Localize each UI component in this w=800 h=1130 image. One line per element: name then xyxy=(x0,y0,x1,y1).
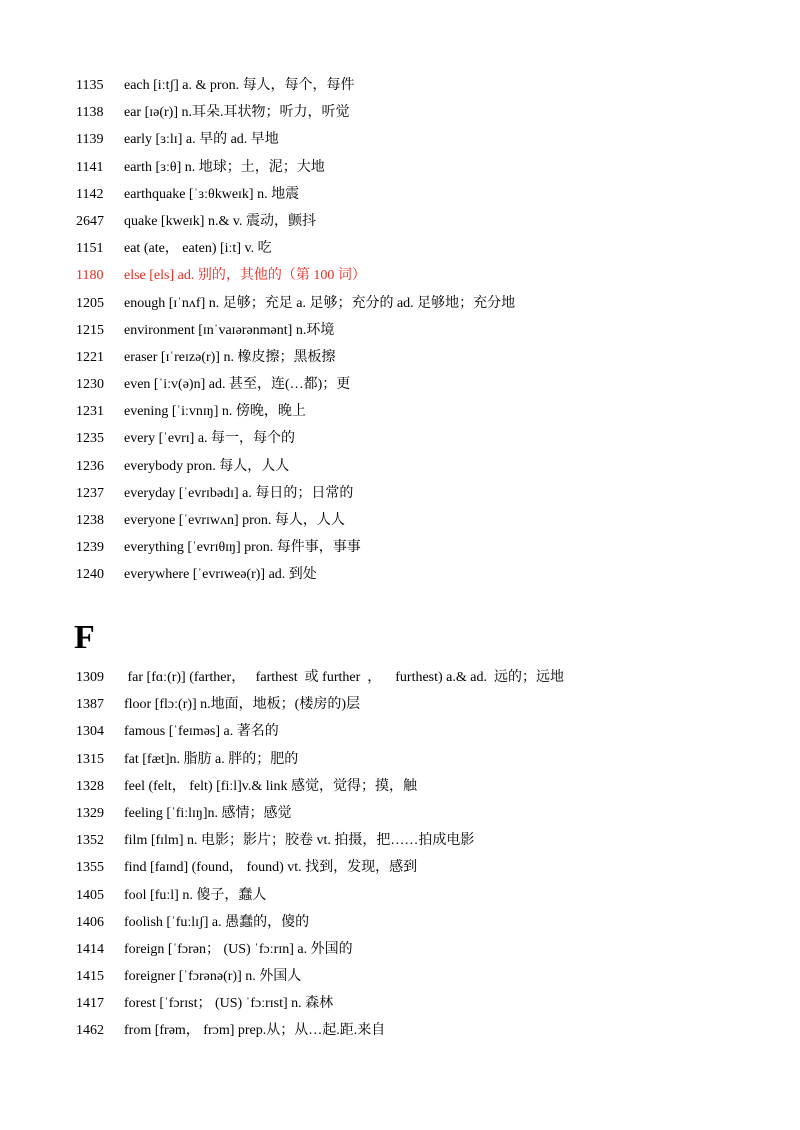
vocabulary-list-f xyxy=(76,668,776,1049)
vocab-entry xyxy=(76,239,776,266)
vocab-entry xyxy=(76,348,776,375)
vocab-entry xyxy=(76,130,776,157)
vocab-entry xyxy=(76,321,776,348)
entry-number: 1239 xyxy=(76,540,104,556)
entry-text: find [faɪnd] (found， found) vt. 找到，发现，感到 xyxy=(124,860,418,876)
entry-number: 1352 xyxy=(76,833,104,849)
entry-number: 1135 xyxy=(76,78,104,93)
entry-number: 1151 xyxy=(76,241,104,257)
entry-text: far [fɑː(r)] (farther， farthest 或 further ， furthest) a.& ad. 远的；远地 xyxy=(124,670,565,685)
entry-number: 1215 xyxy=(76,322,104,338)
entry-text: environment [ɪnˈvaɪərənmənt] n.环境 xyxy=(124,322,335,338)
vocab-entry xyxy=(76,294,776,321)
entry-number: 1236 xyxy=(76,458,104,474)
entry-number: 1230 xyxy=(76,377,104,393)
entry-number: 1315 xyxy=(76,751,104,767)
vocab-entry xyxy=(76,565,776,592)
entry-number: 1304 xyxy=(76,724,104,740)
entry-text: everything [ˈevrɪθɪŋ] pron. 每件事，事事 xyxy=(124,540,361,556)
entry-number: 1141 xyxy=(76,159,104,175)
vocab-entry xyxy=(76,886,776,913)
vocab-entry xyxy=(76,777,776,804)
vocab-entry xyxy=(76,722,776,749)
vocab-entry xyxy=(76,831,776,858)
entry-number: 1414 xyxy=(76,941,104,957)
vocab-entry xyxy=(76,429,776,456)
entry-number: 1309 xyxy=(76,670,104,685)
entry-text: from [frəm， frɔm] prep.从；从…起.距.来自 xyxy=(124,1023,386,1039)
entry-number: 1142 xyxy=(76,186,104,202)
entry-number: 1405 xyxy=(76,887,104,903)
entry-text: floor [flɔː(r)] n.地面，地板；(楼房的)层 xyxy=(124,697,361,713)
entry-text: early [ɜːlɪ] a. 早的 ad. 早地 xyxy=(124,132,279,148)
entry-number: 1235 xyxy=(76,431,104,447)
vocab-entry xyxy=(76,940,776,967)
entry-text: foolish [ˈfuːlɪʃ] a. 愚蠢的，傻的 xyxy=(124,914,310,930)
entry-number: 1406 xyxy=(76,914,104,930)
vocab-entry xyxy=(76,967,776,994)
entry-number: 1329 xyxy=(76,805,104,821)
vocab-entry xyxy=(76,511,776,538)
entry-text: foreigner [ˈfɔrənə(r)] n. 外国人 xyxy=(124,969,302,985)
entry-number: 1240 xyxy=(76,567,104,583)
entry-number: 1415 xyxy=(76,969,104,985)
vocab-entry-highlighted xyxy=(76,266,776,293)
entry-text: every [ˈevrɪ] a. 每一，每个的 xyxy=(124,431,296,447)
entry-number: 1237 xyxy=(76,485,104,501)
vocab-entry xyxy=(76,103,776,130)
entry-number: 1221 xyxy=(76,349,104,365)
entry-text: feel (felt， felt) [fiːl]v.& link 感觉，觉得；摸，触 xyxy=(124,778,418,794)
vocab-entry xyxy=(76,402,776,429)
entry-text: earthquake [ˈɜːθkweɪk] n. 地震 xyxy=(124,186,300,202)
entry-number: 1328 xyxy=(76,778,104,794)
vocab-entry xyxy=(76,913,776,940)
entry-number: 1205 xyxy=(76,295,104,311)
vocab-entry xyxy=(76,212,776,239)
entry-number: 2647 xyxy=(76,213,104,229)
vocab-entry xyxy=(76,695,776,722)
entry-text: earth [ɜːθ] n. 地球；土，泥；大地 xyxy=(124,159,325,175)
entry-text: enough [ɪˈnʌf] n. 足够；充足 a. 足够；充分的 ad. 足够地；充分地 xyxy=(124,295,516,311)
vocab-entry xyxy=(76,994,776,1021)
entry-text: forest [ˈfɔrɪst； (US) ˈfɔːrɪst] n. 森林 xyxy=(124,996,334,1012)
section-heading-f: F xyxy=(74,619,95,656)
entry-text: everyone [ˈevrɪwʌn] pron. 每人，人人 xyxy=(124,513,345,528)
entry-text: eraser [ɪˈreɪzə(r)] n. 橡皮擦；黑板擦 xyxy=(124,349,336,365)
vocab-entry xyxy=(76,457,776,484)
entry-number: 1355 xyxy=(76,860,104,876)
entry-text: feeling [ˈfiːlɪŋ]n. 感情；感觉 xyxy=(124,805,292,821)
entry-text: famous [ˈfeɪməs] a. 著名的 xyxy=(124,724,279,740)
vocab-entry xyxy=(76,1021,776,1048)
vocab-entry xyxy=(76,668,776,695)
entry-text: everyday [ˈevrɪbədɪ] a. 每日的；日常的 xyxy=(124,485,354,501)
entry-text: each [iːtʃ] a. & pron. 每人，每个，每件 xyxy=(124,78,355,93)
entry-text: evening [ˈiːvnɪŋ] n. 傍晚，晚上 xyxy=(124,404,306,420)
vocab-entry xyxy=(76,804,776,831)
entry-number: 1231 xyxy=(76,404,104,420)
vocab-entry xyxy=(76,76,776,103)
entry-number: 1387 xyxy=(76,697,104,713)
vocab-entry xyxy=(76,858,776,885)
entry-text: everybody pron. 每人，人人 xyxy=(124,458,290,474)
entry-text: fat [fæt]n. 脂肪 a. 胖的；肥的 xyxy=(124,751,299,767)
vocab-entry xyxy=(76,185,776,212)
vocab-entry xyxy=(76,484,776,511)
entry-text: everywhere [ˈevrɪweə(r)] ad. 到处 xyxy=(124,567,317,583)
entry-text: ear [ɪə(r)] n.耳朵.耳状物；听力，听觉 xyxy=(124,105,350,121)
entry-text: quake [kweɪk] n.& v. 震动，颤抖 xyxy=(124,213,316,229)
entry-number: 1417 xyxy=(76,996,104,1012)
entry-number: 1138 xyxy=(76,105,104,121)
entry-text: even [ˈiːv(ə)n] ad. 甚至，连(…都)；更 xyxy=(124,377,351,393)
entry-number: 1139 xyxy=(76,132,104,148)
entry-text: eat (ate， eaten) [iːt] v. 吃 xyxy=(124,241,272,257)
entry-text: else [els] ad. 别的，其他的（第 100 词） xyxy=(124,268,366,284)
entry-number: 1462 xyxy=(76,1023,104,1039)
entry-number: 1180 xyxy=(76,268,104,284)
entry-text: foreign [ˈfɔrən； (US) ˈfɔːrɪn] a. 外国的 xyxy=(124,941,353,957)
vocabulary-list-e xyxy=(76,76,776,593)
vocab-entry xyxy=(76,158,776,185)
entry-text: fool [fuːl] n. 傻子，蠢人 xyxy=(124,887,267,903)
vocab-entry xyxy=(76,538,776,565)
entry-text: film [fɪlm] n. 电影；影片；胶卷 vt. 拍摄，把……拍成电影 xyxy=(124,833,475,849)
vocab-entry xyxy=(76,750,776,777)
entry-number: 1238 xyxy=(76,513,104,528)
vocab-entry xyxy=(76,375,776,402)
